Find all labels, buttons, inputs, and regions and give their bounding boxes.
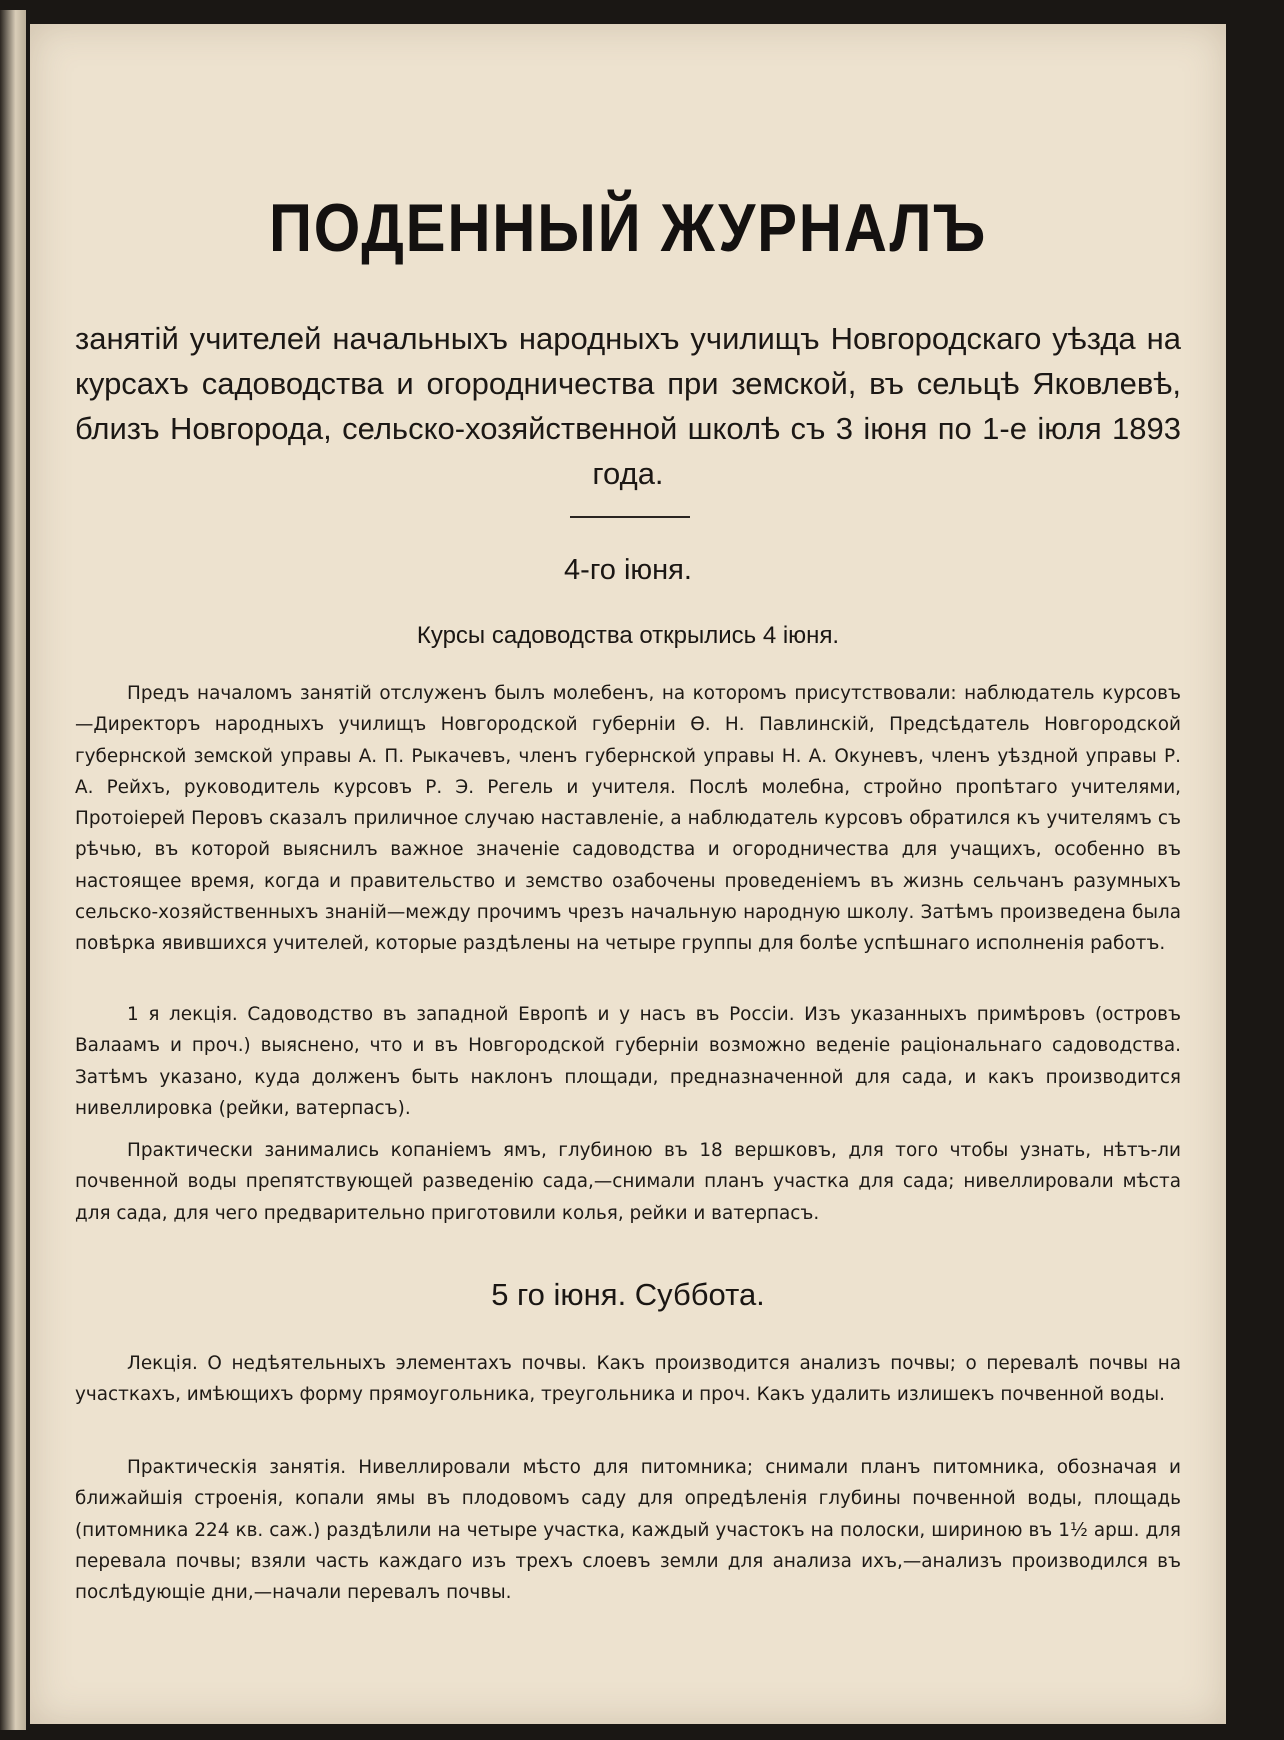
divider: [570, 516, 690, 518]
page-title: ПОДЕННЫЙ ЖУРНАЛЪ: [268, 190, 988, 266]
page-subtitle: занятій учителей начальныхъ народныхъ училищъ Новгородскаго уѣзда на курсахъ садоводства и огородничества при земской, въ сельцѣ Яковлевѣ, близъ Новгорода, сельско-хозяйственной школѣ съ 3 іюня по 1-е іюля 1893 года.: [75, 321, 1181, 491]
courses-opened-line: Курсы садоводства открылись 4 іюня.: [416, 622, 840, 649]
paragraph-practical-june-5: Практическія занятія. Нивеллировали мѣсто для питомника; снимали планъ питомника, обозначая и ближайшія строенія, копали ямы въ плодовомъ саду для опредѣленія глубины почвенной воды, площадь (питомника 224 кв. саж.) раздѣлили на четыре участка, каждый участокъ на полоски, шириною въ 1½ арш. для перевала почвы; взяли часть каждаго изъ трехъ слоевъ земли для анализа ихъ,—анализъ производился въ послѣдующіе дни,—начали перевалъ почвы.: [75, 1457, 1181, 1604]
facing-page-edge: [0, 10, 26, 1730]
section-heading-june-5: 5 го іюня. Суббота.: [491, 1277, 765, 1312]
document-page: [30, 24, 1226, 1724]
paragraph-practical-june-4: Практически занимались копаніемъ ямъ, глубиною въ 18 вершковъ, для того чтобы узнать, нѣтъ-ли почвенной воды препятствующей разведенію сада,—снимали планъ участка для сада; нивеллировали мѣста для сада, для чего предварительно приготовили колья, рейки и ватерпасъ.: [75, 1140, 1181, 1224]
paragraph-lecture-1: 1 я лекція. Садоводство въ западной Европѣ и у насъ въ Россіи. Изъ указанныхъ примѣровъ (островъ Валаамъ и проч.) выяснено, что и въ Новгородской губерніи возможно веденіе раціональнаго садоводства. Затѣмъ указано, куда долженъ быть наклонъ площади, предназначенной для сада, и какъ производится нивеллировка (рейки, ватерпасъ).: [75, 1004, 1181, 1119]
paragraph-lecture-june-5: Лекція. О недѣятельныхъ элементахъ почвы. Какъ производится анализъ почвы; о перевалѣ почвы на участкахъ, имѣющихъ форму прямоугольника, треугольника и проч. Какъ удалить излишекъ почвенной воды.: [75, 1353, 1181, 1406]
section-heading-june-4: 4-го іюня.: [564, 554, 692, 586]
paragraph-opening-ceremony: Предъ началомъ занятій отслуженъ былъ молебенъ, на которомъ присутствовали: наблюдатель курсовъ—Директоръ народныхъ училищъ Новгородской губерніи Ѳ. Н. Павлинскій, Предсѣдатель Новгородской губернской земской управы А. П. Рыкачевъ, членъ губернской управы Н. А. Окуневъ, членъ уѣздной управы Р. А. Рейхъ, руководитель курсовъ Р. Э. Регель и учителя. Послѣ молебна, стройно пропѣтаго учителями, Протоіерей Перовъ сказалъ приличное случаю наставленіе, а наблюдатель курсовъ обратился къ учителямъ съ рѣчью, въ которой выяснилъ важное значеніе садоводства и огородничества для учащихъ, особенно въ настоящее время, когда и правительство и земство озабочены проведеніемъ въ жизнь сельчанъ разумныхъ сельско-хозяйственныхъ знаній—между прочимъ чрезъ начальную народную школу. Затѣмъ произведена была повѣрка явившихся учителей, которые раздѣлены на четыре группы для болѣе успѣшнаго исполненія работъ.: [75, 683, 1181, 955]
